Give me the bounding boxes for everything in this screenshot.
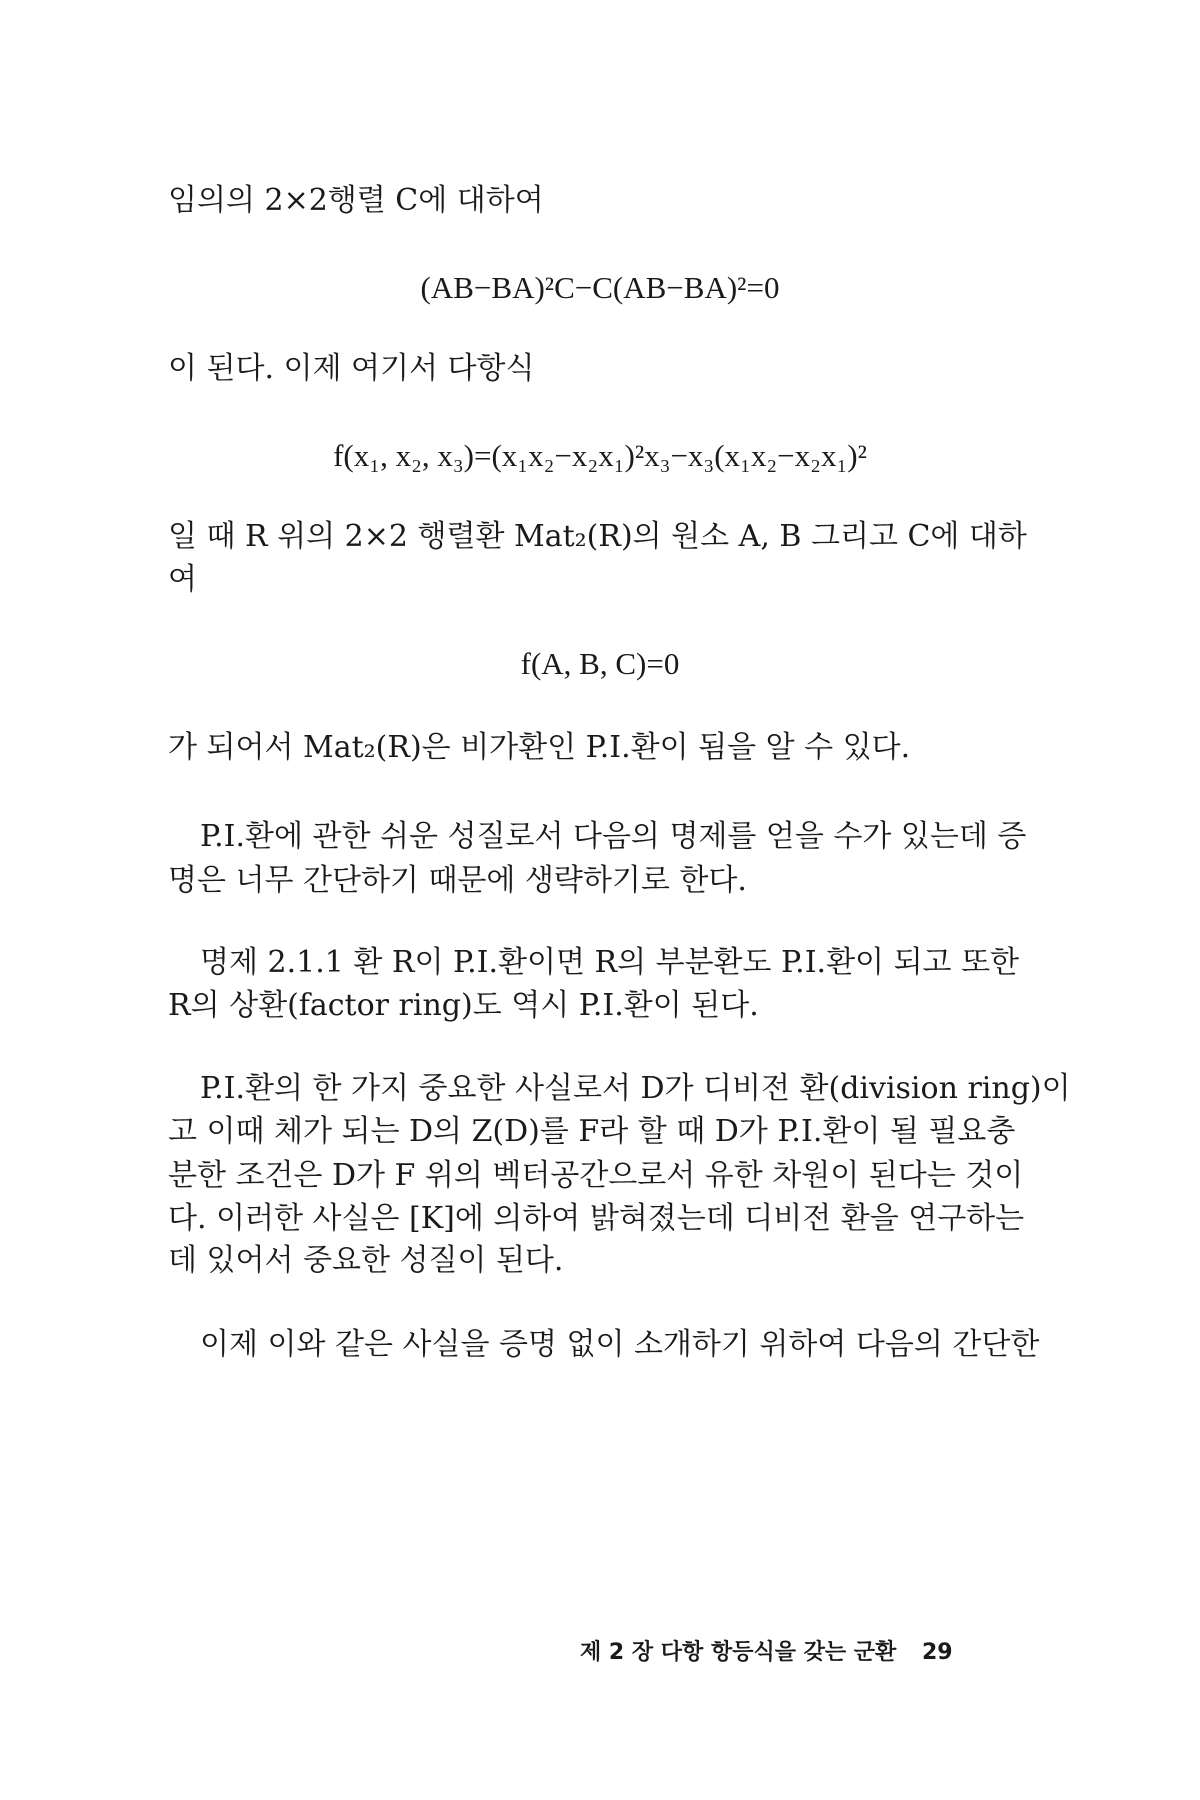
text-line: 일 때 R 위의 2×2 행렬환 Mat₂(R)의 원소 A, B 그리고 C에 대하 [168,519,1027,554]
page-number: 29 [921,1640,953,1665]
paragraph-line: 고 이때 체가 되는 D의 Z(D)를 F라 할 때 D가 P.I.환이 될 필요충 [168,1114,1016,1149]
proposition-line: 명제 2.1.1 환 R이 P.I.환이면 R의 부분환도 P.I.환이 되고 또한 [200,945,1020,980]
text-line: 이 된다. 이제 여기서 다항식 [168,351,535,386]
paragraph-line: 이제 이와 같은 사실을 증명 없이 소개하기 위하여 다음의 간단한 [200,1327,1040,1362]
paragraph-line: 명은 너무 간단하기 때문에 생략하기로 한다. [168,863,747,898]
proposition-line: R의 상환(factor ring)도 역시 P.I.환이 된다. [168,988,759,1023]
paragraph-line: 분한 조건은 D가 F 위의 벡터공간으로서 유한 차원이 된다는 것이 [168,1158,1024,1193]
paragraph-line: 데 있어서 중요한 성질이 된다. [168,1243,564,1278]
paragraph-line: P.I.환의 한 가지 중요한 사실로서 D가 디비전 환(division ring)이 [200,1071,1071,1106]
text-line: 여 [168,562,197,597]
text-line: 가 되어서 Mat₂(R)은 비가환인 P.I.환이 됨을 알 수 있다. [168,730,911,765]
equation-commutator: (AB−BA)²C−C(AB−BA)²=0 [420,270,780,305]
paragraph-line: P.I.환에 관한 쉬운 성질로서 다음의 명제를 얻을 수가 있는데 증 [200,819,1027,854]
page-footer [580,1642,980,1664]
text-line: 임의의 2×2행렬 C에 대하여 [168,183,544,218]
running-head: 제 2 장 다항 항등식을 갖는 군환 [580,1640,897,1665]
paragraph-line: 다. 이러한 사실은 [K]에 의하여 밝혀졌는데 디비전 환을 연구하는 [168,1201,1025,1236]
equation-fabc: f(A, B, C)=0 [520,646,680,681]
equation-polynomial: f(x₁, x₂, x₃)=(x₁x₂−x₂x₁)²x₃−x₃(x₁x₂−x₂x₁)² [333,438,867,473]
